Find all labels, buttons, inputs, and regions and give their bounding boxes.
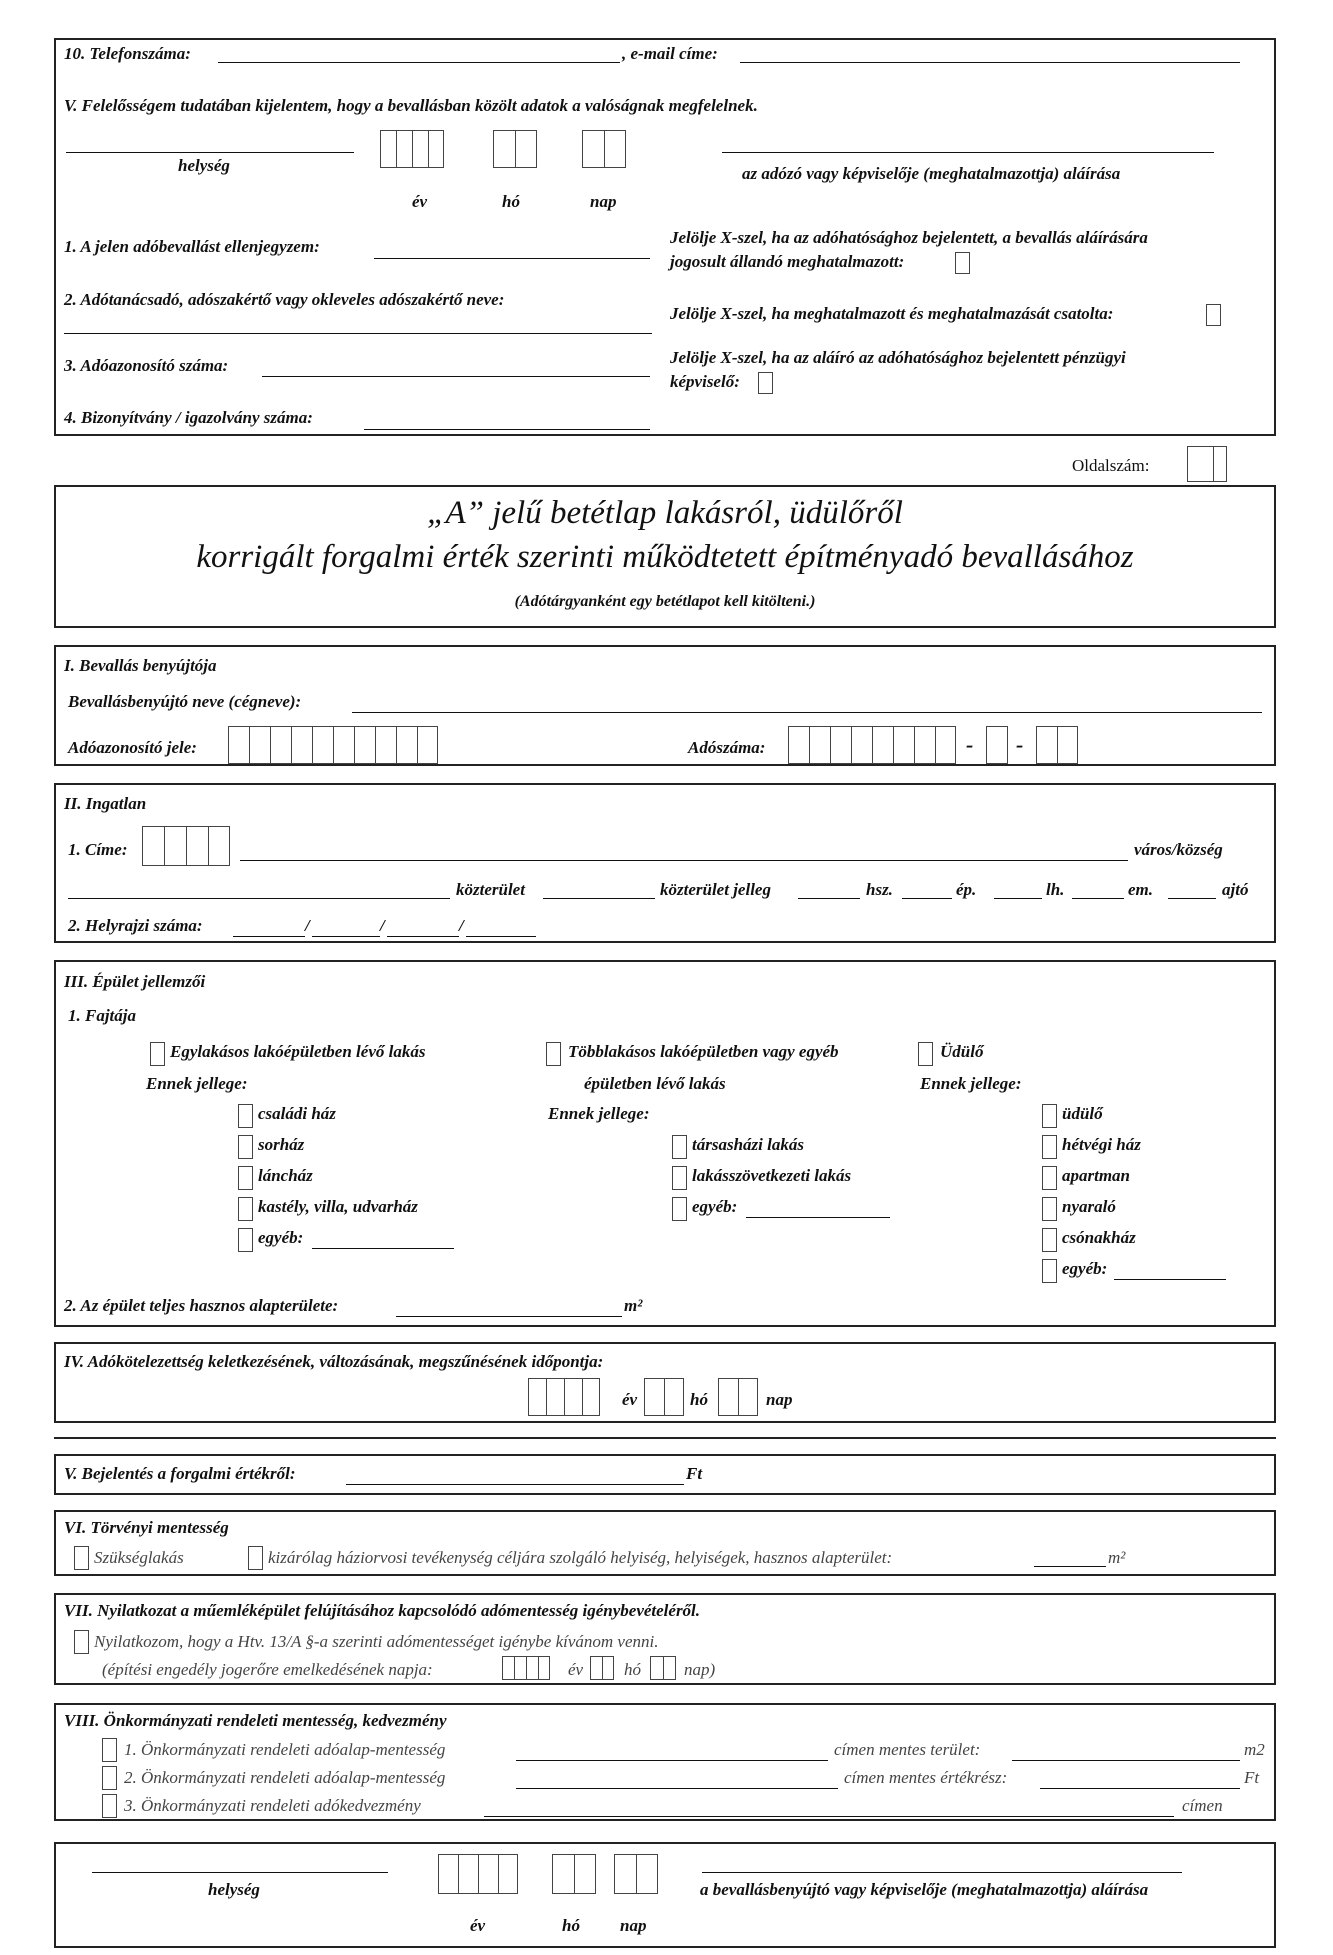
lot-field-4[interactable] (466, 936, 536, 937)
check2-text: Jelölje X-szel, ha meghatalmazott és meghatalmazását csatolta: (670, 304, 1114, 323)
section7-title: VII. Nyilatkozat a műemléképület felújításához kapcsolódó adómentesség igénybevételéről. (64, 1601, 701, 1620)
col1-item-checkbox[interactable] (238, 1228, 253, 1252)
year-boxes[interactable] (380, 130, 444, 168)
gp-area-unit: m² (1108, 1548, 1126, 1567)
footer-signature-field[interactable] (702, 1872, 1182, 1873)
address-label: 1. Címe: (68, 840, 128, 859)
col2-heading-1: Többlakásos lakóépületben vagy egyéb (568, 1042, 839, 1061)
local-exemption-1-field[interactable] (516, 1760, 828, 1761)
submitter-name-label: Bevallásbenyújtó neve (cégneve): (68, 692, 302, 711)
col3-item-resort: üdülő (1062, 1104, 1103, 1123)
col1-item-checkbox[interactable] (238, 1135, 253, 1159)
cert-field[interactable] (364, 429, 650, 430)
monument-checkbox[interactable] (74, 1630, 89, 1654)
footer-day-boxes[interactable] (614, 1854, 658, 1894)
local-exemption-2-value-field[interactable] (1040, 1788, 1240, 1789)
month-boxes[interactable] (493, 130, 537, 168)
col3-item-boathouse: csónakház (1062, 1228, 1136, 1247)
col3-item-checkbox[interactable] (1042, 1166, 1057, 1190)
market-value-unit: Ft (686, 1464, 703, 1483)
taxnum-boxes-c[interactable] (1036, 726, 1078, 764)
lh-field[interactable] (994, 898, 1042, 899)
countersign-field[interactable] (374, 258, 650, 259)
area-unit: m² (624, 1296, 643, 1315)
heading-line2: korrigált forgalmi érték szerinti működtetett építményadó bevallásához (196, 539, 1134, 575)
obligation-day-boxes[interactable] (718, 1378, 758, 1416)
col3-item-checkbox[interactable] (1042, 1259, 1057, 1283)
taxid-field[interactable] (262, 376, 650, 377)
lot-slash-2: / (380, 916, 385, 935)
separator-line (54, 1437, 1276, 1439)
place-label: helység (178, 156, 230, 175)
col3-item-other: egyéb: (1062, 1259, 1108, 1278)
phone-field[interactable] (218, 62, 620, 63)
section2-title: II. Ingatlan (64, 794, 147, 813)
door-label: ajtó (1222, 880, 1249, 899)
obligation-month-label: hó (690, 1390, 708, 1409)
declaration-text: V. Felelősségem tudatában kijelentem, hogy a bevallásban közölt adatok a valóságnak megfelelnek. (64, 96, 758, 115)
local-exemption-1-unit: m2 (1244, 1740, 1265, 1759)
col3-item-apartment: apartman (1062, 1166, 1131, 1185)
holiday-home-checkbox[interactable] (918, 1042, 933, 1066)
city-label: város/község (1134, 840, 1223, 859)
col1-item-checkbox[interactable] (238, 1166, 253, 1190)
obligation-month-boxes[interactable] (644, 1378, 684, 1416)
local-exemption-1-value-field[interactable] (1012, 1760, 1240, 1761)
check3-text2: képviselő: (670, 372, 740, 391)
taxid-label: 3. Adóazonosító száma: (64, 356, 229, 375)
signature-label: az adózó vagy képviselője (meghatalmazottja) aláírása (742, 164, 1121, 183)
col3-subheading: Ennek jellege: (920, 1074, 1022, 1093)
obligation-day-label: nap (766, 1390, 793, 1409)
local-allowance-field[interactable] (484, 1816, 1174, 1817)
col1-item-villa: kastély, villa, udvarház (258, 1197, 418, 1216)
permit-date-label: (építési engedély jogerőre emelkedésének napja: (102, 1660, 433, 1679)
col2-subheading: Ennek jellege: (548, 1104, 650, 1123)
col2-item-checkbox[interactable] (672, 1197, 687, 1221)
col1-heading: Egylakásos lakóépületben lévő lakás (170, 1042, 426, 1061)
street-label: közterület (456, 880, 525, 899)
hsz-label: hsz. (866, 880, 893, 899)
email-label: , e-mail címe: (622, 44, 718, 63)
street-field[interactable] (68, 898, 450, 899)
submitter-taxid-boxes[interactable] (228, 726, 438, 764)
permit-year-boxes[interactable] (502, 1656, 550, 1680)
submitter-taxnum-label: Adószáma: (688, 738, 766, 757)
col3-item-checkbox[interactable] (1042, 1135, 1057, 1159)
gp-area-field[interactable] (1034, 1566, 1106, 1567)
page-number-boxes[interactable] (1187, 446, 1227, 482)
col3-item-checkbox[interactable] (1042, 1228, 1057, 1252)
col1-item-chain-house: láncház (258, 1166, 313, 1185)
countersign-label: 1. A jelen adóbevallást ellenjegyzem: (64, 237, 320, 256)
col1-item-checkbox[interactable] (238, 1197, 253, 1221)
street-type-label: közterület jelleg (660, 880, 771, 899)
submitter-name-field[interactable] (352, 712, 1262, 713)
col2-item-checkbox[interactable] (672, 1135, 687, 1159)
col2-item-checkbox[interactable] (672, 1166, 687, 1190)
need-housing-label: Szükséglakás (94, 1548, 184, 1567)
obligation-year-boxes[interactable] (528, 1378, 600, 1416)
section4-title: IV. Adókötelezettség keletkezésének, változásának, megszűnésének időpontja: (64, 1352, 604, 1371)
check1-text2: jogosult állandó meghatalmazott: (670, 252, 905, 271)
local-exemption-2-label: 2. Önkormányzati rendeleti adóalap-mentesség (124, 1768, 446, 1787)
area-field[interactable] (396, 1316, 622, 1317)
local-exemption-2-checkbox[interactable] (102, 1766, 117, 1790)
col1-item-family-house: családi ház (258, 1104, 336, 1123)
local-allowance-label: 3. Önkormányzati rendeleti adókedvezmény (124, 1796, 421, 1815)
lot-slash-3: / (459, 916, 464, 935)
permit-day-label: nap) (684, 1660, 716, 1679)
ep-field[interactable] (902, 898, 952, 899)
footer-signature-label: a bevallásbenyújtó vagy képviselője (meghatalmazottja) aláírása (700, 1880, 1149, 1899)
taxnum-dash-2: - (1016, 732, 1024, 757)
heading-note: (Adótárgyanként egy betétlapot kell kitölteni.) (514, 593, 816, 610)
footer-month-label: hó (562, 1916, 580, 1935)
section3-title: III. Épület jellemzői (64, 972, 206, 991)
col1-item-checkbox[interactable] (238, 1104, 253, 1128)
advisor-label: 2. Adótanácsadó, adószakértő vagy okleveles adószakértő neve: (64, 290, 505, 309)
check1-text1: Jelölje X-szel, ha az adóhatósághoz bejelentett, a bevallás aláírására (670, 228, 1148, 247)
local-exemption-1-mid: címen mentes terület: (834, 1740, 981, 1759)
door-field[interactable] (1168, 898, 1216, 899)
footer-month-boxes[interactable] (552, 1854, 596, 1894)
section6-title: VI. Törvényi mentesség (64, 1518, 229, 1537)
permit-day-boxes[interactable] (650, 1656, 676, 1680)
taxnum-boxes-b[interactable] (986, 726, 1008, 764)
street-type-field[interactable] (543, 898, 655, 899)
advisor-field[interactable] (64, 333, 652, 334)
col2-heading-2: épületben lévő lakás (584, 1074, 726, 1093)
col3-heading: Üdülő (940, 1042, 984, 1061)
footer-place-field[interactable] (92, 1872, 388, 1873)
check3-checkbox[interactable] (758, 372, 773, 394)
day-label: nap (590, 192, 617, 211)
em-label: em. (1128, 880, 1154, 899)
heading-box (54, 485, 1276, 628)
footer-year-label: év (470, 1916, 486, 1935)
check3-text1: Jelölje X-szel, ha az aláíró az adóhatósághoz bejelentett pénzügyi (670, 348, 1126, 367)
local-exemption-1-label: 1. Önkormányzati rendeleti adóalap-mentesség (124, 1740, 446, 1759)
lot-field-3[interactable] (387, 936, 459, 937)
local-exemption-2-mid: címen mentes értékrész: (844, 1768, 1008, 1787)
taxnum-dash-1: - (966, 732, 974, 757)
em-field[interactable] (1072, 898, 1124, 899)
col1-subheading: Ennek jellege: (146, 1074, 248, 1093)
phone-label: 10. Telefonszáma: (64, 44, 191, 63)
col3-item-summer-house: nyaraló (1062, 1197, 1116, 1216)
market-value-field[interactable] (346, 1484, 684, 1485)
page-number-label: Oldalszám: (1072, 456, 1150, 475)
lot-label: 2. Helyrajzi száma: (68, 916, 203, 935)
col2-item-coop: lakásszövetkezeti lakás (692, 1166, 852, 1185)
local-allowance-checkbox[interactable] (102, 1794, 117, 1818)
lh-label: lh. (1046, 880, 1065, 899)
hsz-field[interactable] (798, 898, 860, 899)
permit-month-boxes[interactable] (590, 1656, 614, 1680)
col2-item-other: egyéb: (692, 1197, 738, 1216)
col2-other-field[interactable] (746, 1217, 890, 1218)
month-label: hó (502, 192, 520, 211)
col1-other-field[interactable] (312, 1248, 454, 1249)
col2-item-condo: társasházi lakás (692, 1135, 804, 1154)
obligation-year-label: év (622, 1390, 638, 1409)
section8-title: VIII. Önkormányzati rendeleti mentesség, kedvezmény (64, 1711, 447, 1730)
taxnum-boxes-a[interactable] (788, 726, 956, 764)
ep-label: ép. (956, 880, 977, 899)
place-field[interactable] (66, 152, 354, 153)
day-boxes[interactable] (582, 130, 626, 168)
col3-item-checkbox[interactable] (1042, 1197, 1057, 1221)
multi-unit-checkbox[interactable] (546, 1042, 561, 1066)
area-label: 2. Az épület teljes hasznos alapterülete: (64, 1296, 339, 1315)
monument-statement: Nyilatkozom, hogy a Htv. 13/A §-a szerinti adómentességet igénybe kívánom venni. (94, 1632, 659, 1651)
city-field[interactable] (240, 860, 1128, 861)
gp-premises-checkbox[interactable] (248, 1546, 263, 1570)
check1-checkbox[interactable] (955, 252, 970, 274)
permit-year-label: év (568, 1660, 584, 1679)
cert-label: 4. Bizonyítvány / igazolvány száma: (64, 408, 313, 427)
local-exemption-2-field[interactable] (516, 1788, 838, 1789)
signature-field[interactable] (722, 152, 1214, 153)
local-exemption-2-unit: Ft (1244, 1768, 1260, 1787)
col3-item-weekend-house: hétvégi ház (1062, 1135, 1141, 1154)
lot-slash-1: / (305, 916, 310, 935)
footer-day-label: nap (620, 1916, 647, 1935)
permit-month-label: hó (624, 1660, 641, 1679)
year-label: év (412, 192, 428, 211)
local-exemption-1-checkbox[interactable] (102, 1738, 117, 1762)
gp-premises-label: kizárólag háziorvosi tevékenység céljára szolgáló helyiség, helyiségek, hasznos alapterület: (268, 1548, 893, 1567)
heading-line1: „A” jelű betétlap lakásról, üdülőről (427, 495, 903, 531)
single-unit-checkbox[interactable] (150, 1042, 165, 1066)
kind-label: 1. Fajtája (68, 1006, 137, 1025)
lot-field-1[interactable] (233, 936, 305, 937)
submitter-taxid-label: Adóazonosító jele: (68, 738, 197, 757)
zip-boxes[interactable] (142, 826, 230, 866)
section1-title: I. Bevallás benyújtója (64, 656, 217, 675)
section-property (54, 783, 1276, 943)
check2-checkbox[interactable] (1206, 304, 1221, 326)
col3-item-checkbox[interactable] (1042, 1104, 1057, 1128)
footer-year-boxes[interactable] (438, 1854, 518, 1894)
market-value-label: V. Bejelentés a forgalmi értékről: (64, 1464, 296, 1483)
footer-place-label: helység (208, 1880, 260, 1899)
col3-other-field[interactable] (1114, 1279, 1226, 1280)
lot-field-2[interactable] (312, 936, 380, 937)
email-field[interactable] (740, 62, 1240, 63)
col1-item-row-house: sorház (258, 1135, 305, 1154)
need-housing-checkbox[interactable] (74, 1546, 89, 1570)
col1-item-other: egyéb: (258, 1228, 304, 1247)
local-allowance-unit: címen (1182, 1796, 1223, 1815)
